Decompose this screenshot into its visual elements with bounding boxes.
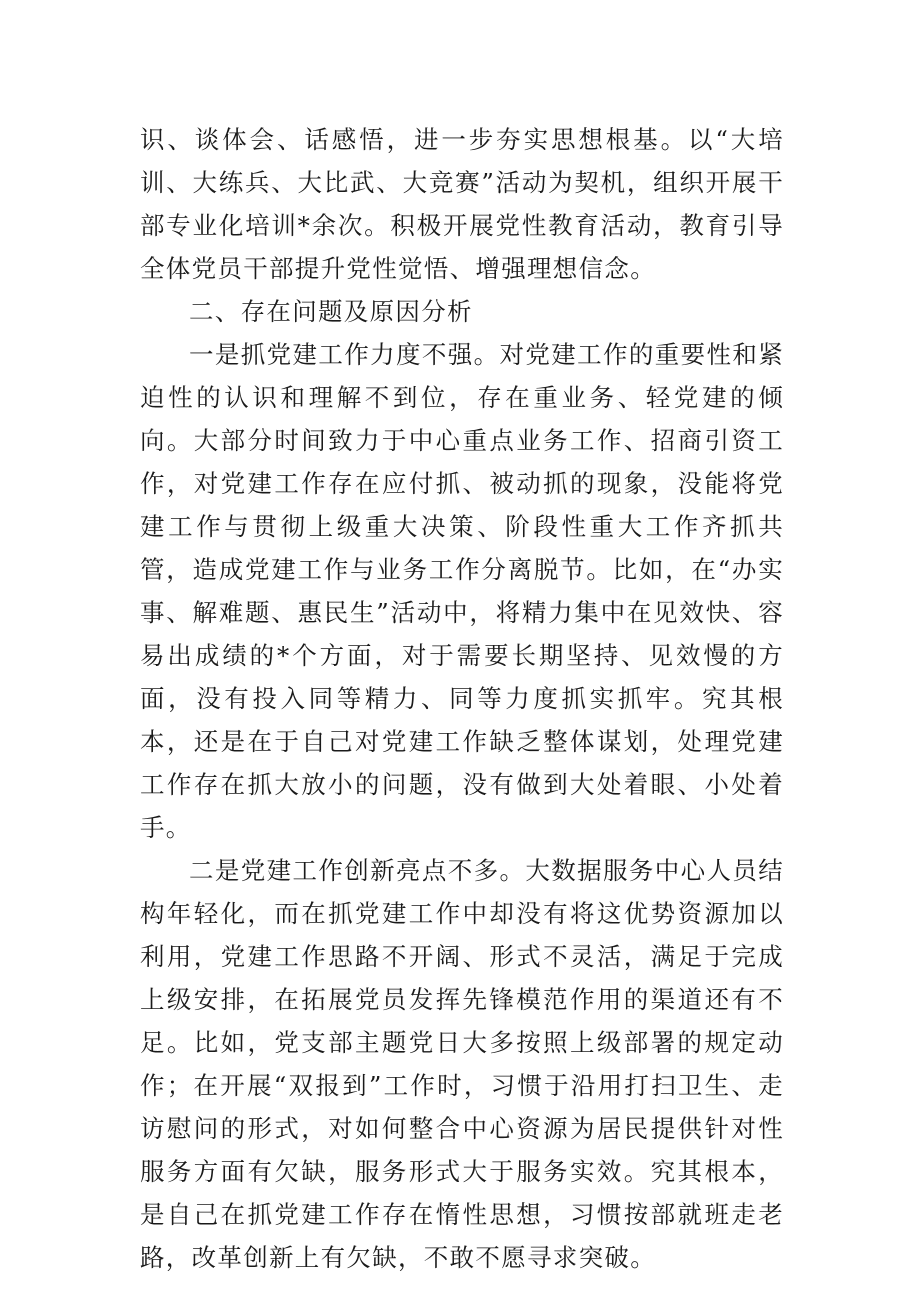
document-body: [140, 118, 784, 1279]
paragraph-continuation: 识、谈体会、话感悟，进一步夯实思想根基。以“大培训、大练兵、大比武、大竞赛”活动为契机，组织开展干部专业化培训*余次。积极开展党性教育活动，教育引导全体党员干部提升党性觉悟、增强理想信念。: [140, 125, 784, 283]
section-heading: 二、存在问题及原因分析: [189, 297, 473, 326]
paragraph-issue-two: 二是党建工作创新亮点不多。大数据服务中心人员结构年轻化，而在抓党建工作中却没有将这优势资源加以利用，党建工作思路不开阔、形式不灵活，满足于完成上级安排，在拓展党员发挥先锋模范作用的渠道还有不足。比如，党支部主题党日大多按照上级部署的规定动作；在开展“双报到”工作时，习惯于沿用打扫卫生、走访慰问的形式，对如何整合中心资源为居民提供针对性服务方面有欠缺，服务形式大于服务实效。究其根本，是自己在抓党建工作存在惰性思想，习惯按部就班走老路，改革创新上有欠缺，不敢不愿寻求突破。: [140, 856, 784, 1272]
paragraph-issue-one: 一是抓党建工作力度不强。对党建工作的重要性和紧迫性的认识和理解不到位，存在重业务、轻党建的倾向。大部分时间致力于中心重点业务工作、招商引资工作，对党建工作存在应付抓、被动抓的现象，没能将党建工作与贯彻上级重大决策、阶段性重大工作齐抓共管，造成党建工作与业务工作分离脱节。比如，在“办实事、解难题、惠民生”活动中，将精力集中在见效快、容易出成绩的*个方面，对于需要长期坚持、见效慢的方面，没有投入同等精力、同等力度抓实抓牢。究其根本，还是在于自己对党建工作缺乏整体谋划，处理党建工作存在抓大放小的问题，没有做到大处着眼、小处着手。: [140, 340, 784, 842]
